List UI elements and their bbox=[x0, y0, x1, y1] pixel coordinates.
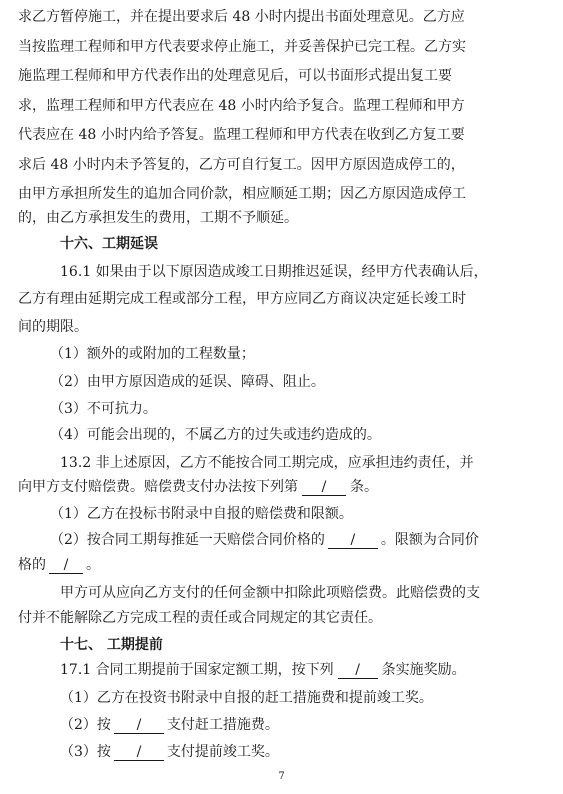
line-text: （3）按 bbox=[60, 744, 111, 760]
paragraph-line bbox=[60, 661, 466, 679]
paragraph-line: 16.1 如果由于以下原因造成竣工日期推迟延误，经甲方代表确认后， bbox=[60, 264, 488, 280]
line-text: 支付提前竣工奖。 bbox=[166, 744, 279, 760]
list-item bbox=[60, 743, 279, 761]
list-item bbox=[60, 716, 279, 734]
fill-in-blank: / bbox=[114, 718, 164, 734]
paragraph-line: 求，监理工程师和甲方代表应在 48 小时内给予复合。监理工程师和甲方 bbox=[18, 98, 465, 114]
line-text: （2）按 bbox=[60, 717, 111, 733]
list-item: （4）可能会出现的，不属乙方的过失或违约造成的。 bbox=[50, 427, 381, 443]
paragraph-line bbox=[18, 478, 378, 496]
line-text: 格的 bbox=[18, 557, 46, 573]
line-text: 条实施奖励。 bbox=[381, 662, 466, 678]
list-item: （1）乙方在投资书附录中自报的赶工措施费和提前竣工奖。 bbox=[60, 690, 433, 706]
list-item bbox=[50, 531, 479, 549]
paragraph-line: 求后 48 小时内未予答复的，乙方可自行复工。因甲方原因造成停工的， bbox=[18, 157, 465, 173]
line-text: 条。 bbox=[350, 479, 378, 495]
fill-in-blank: / bbox=[49, 558, 83, 574]
paragraph-line: 甲方可从应向乙方支付的任何金额中扣除此项赔偿费。此赔偿费的支 bbox=[60, 585, 480, 601]
section-heading: 十七、 工期提前 bbox=[60, 637, 163, 653]
paragraph-line: 代表应在 48 小时内给予答复。监理工程师和甲方代表在收到乙方复工要 bbox=[18, 127, 465, 143]
line-text: 支付赶工措施费。 bbox=[166, 717, 279, 733]
paragraph-line: 施监理工程师和甲方代表作出的处理意见后，可以书面形式提出复工要 bbox=[18, 68, 452, 84]
list-item: （2）由甲方原因造成的延误、障碍、阻止。 bbox=[50, 374, 325, 390]
list-item: （3）不可抗力。 bbox=[50, 401, 157, 417]
line-text: 。限额为合同价 bbox=[380, 532, 479, 548]
fill-in-blank: / bbox=[328, 533, 378, 549]
list-item: （1）乙方在投标书附录中自报的赔偿费和限额。 bbox=[50, 506, 353, 522]
fill-in-blank: / bbox=[338, 663, 378, 679]
paragraph-line: 当按监理工程师和甲方代表要求停止施工，并妥善保护已完工程。乙方实 bbox=[18, 39, 466, 55]
paragraph-line: 求乙方暂停施工，并在提出要求后 48 小时内提出书面处理意见。乙方应 bbox=[18, 9, 465, 25]
paragraph-line: 由甲方承担所发生的追加合同价款，相应顺延工期；因乙方原因造成停工 bbox=[18, 186, 466, 202]
fill-in-blank: / bbox=[114, 745, 164, 761]
fill-in-blank: / bbox=[302, 480, 346, 496]
paragraph-line: 付并不能解除乙方完成工程的责任或合同规定的其它责任。 bbox=[18, 610, 382, 626]
line-text: （2）按合同工期每推延一天赔偿合同价格的 bbox=[50, 532, 325, 548]
list-item: （1）额外的或附加的工程数量； bbox=[50, 346, 255, 362]
paragraph-line: 13.2 非上述原因，乙方不能按合同工期完成，应承担违约责任，并 bbox=[60, 455, 474, 471]
paragraph-line bbox=[18, 556, 100, 574]
page-number: 7 bbox=[278, 771, 285, 782]
section-heading: 十六、工期延误 bbox=[60, 236, 158, 252]
paragraph-line: 乙方有理由延期完成工程或部分工程，甲方应同乙方商议决定延长竣工时 bbox=[18, 291, 466, 307]
line-text: 。 bbox=[86, 557, 100, 573]
paragraph-line: 的，由乙方承担发生的费用，工期不予顺延。 bbox=[18, 210, 298, 226]
line-text: 向甲方支付赔偿费。赔偿费支付办法按下列第 bbox=[18, 479, 298, 495]
line-text: 17.1 合同工期提前于国家定额工期，按下列 bbox=[60, 662, 334, 678]
paragraph-line: 间的期限。 bbox=[18, 319, 88, 335]
